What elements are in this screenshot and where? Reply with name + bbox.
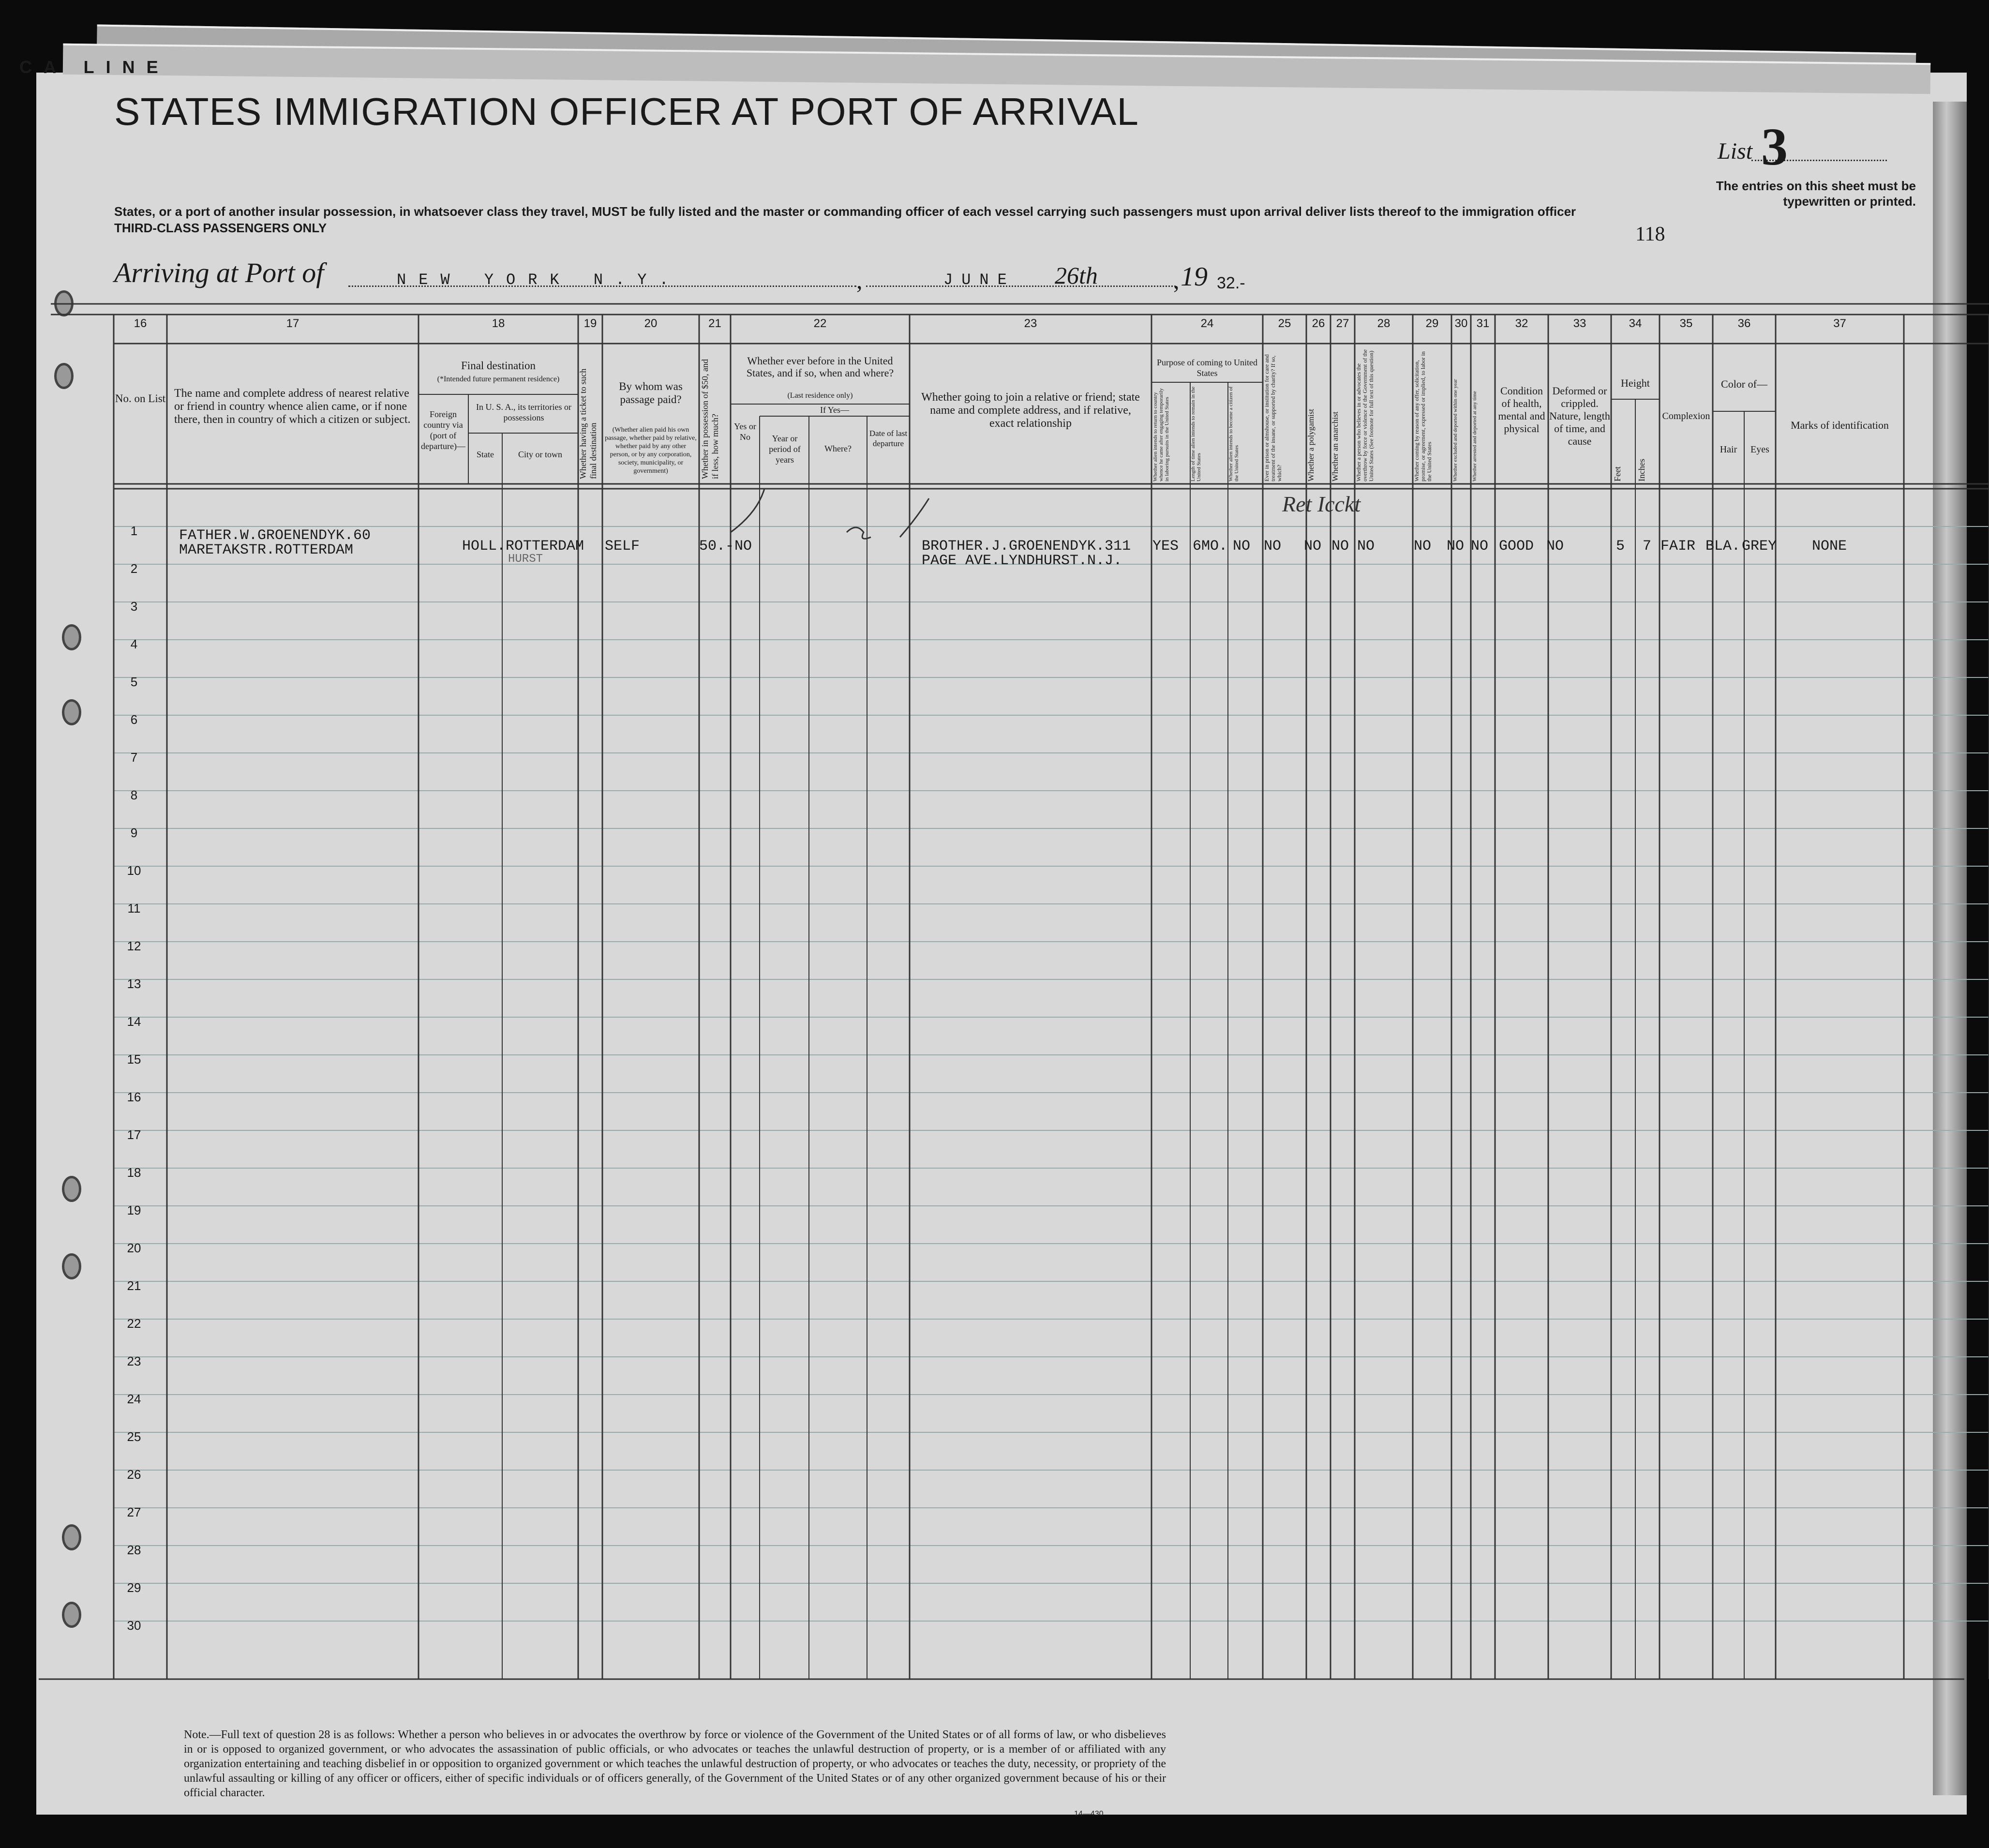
- height-inches: 7: [1643, 538, 1652, 555]
- row-number: 6: [130, 712, 138, 727]
- complexion: FAIR: [1660, 538, 1696, 555]
- relative-address-line1: FATHER.W.GROENENDYK.60: [179, 527, 371, 544]
- column-number: 18: [492, 317, 505, 330]
- pen-scribble: [847, 527, 871, 539]
- column-number: 16: [134, 317, 147, 330]
- row-number: 21: [127, 1278, 141, 1293]
- header-height: Height: [1621, 377, 1650, 389]
- column-number: 30: [1454, 317, 1468, 330]
- column-number: 33: [1573, 317, 1586, 330]
- row-number: 26: [127, 1467, 141, 1482]
- column-number: 26: [1312, 317, 1325, 330]
- column-number: 36: [1737, 317, 1751, 330]
- row-number: 30: [127, 1618, 141, 1633]
- list-label: List: [1718, 138, 1753, 164]
- marks: NONE: [1812, 538, 1847, 555]
- joining-line1: BROTHER.J.GROENENDYK.311: [922, 538, 1131, 555]
- header-years: Year or period of years: [769, 434, 801, 465]
- header-final-destination-note: (*Intended future permanent residence): [437, 375, 560, 383]
- row-number: 15: [127, 1052, 141, 1067]
- row-number: 17: [127, 1127, 141, 1142]
- excluded: NO: [1447, 538, 1465, 555]
- column-number: 37: [1833, 317, 1846, 330]
- row-number: 10: [127, 863, 141, 878]
- header-money: Whether in possession of $50, and if less, how much?: [700, 359, 720, 479]
- row-number: 7: [130, 750, 138, 765]
- header-color-of: Color of—: [1721, 378, 1767, 390]
- header-if-yes: If Yes—: [820, 405, 849, 415]
- row-number: 28: [127, 1543, 141, 1557]
- sheet-number: 118: [1635, 223, 1665, 245]
- month-value: JUNE: [943, 271, 1016, 289]
- header-purpose-return: Whether alien intends to return to country whence he came after engaging temporarily in laboring pursuits in the United States: [1152, 388, 1170, 481]
- page-title: STATES IMMIGRATION OFFICER AT PORT OF ARRIVAL: [114, 90, 1139, 133]
- header-date-departure: Date of last departure: [869, 429, 908, 448]
- column-number: 25: [1278, 317, 1291, 330]
- header-no-on-list: No. on List: [115, 392, 166, 405]
- line-name: CA LINE: [19, 57, 170, 77]
- row-number: 5: [130, 675, 138, 689]
- height-feet: 5: [1616, 538, 1625, 555]
- purpose-length: 6MO.: [1193, 538, 1228, 555]
- before-in-us: NO: [734, 538, 752, 555]
- subtitle-instructions: States, or a port of another insular possession, in whatsoever class they travel, MUST be fully listed and the master or commanding officer of each vessel carrying such passengers must upon arrival deliver lists thereof to the immigration officer: [114, 204, 1576, 219]
- header-anarchist: Whether an anarchist: [1331, 411, 1340, 481]
- arriving-label: Arriving at Port of: [114, 257, 324, 288]
- header-health: Condition of health, mental and physical: [1498, 385, 1545, 435]
- row-number: 2: [130, 561, 138, 576]
- column-number: 20: [644, 317, 658, 330]
- header-eyes: Eyes: [1750, 444, 1769, 455]
- header-ticket: Whether having a ticket to such final destination: [578, 368, 598, 479]
- column-number: 23: [1024, 317, 1037, 330]
- subtitle-class: THIRD-CLASS PASSENGERS ONLY: [114, 221, 327, 235]
- prison: NO: [1264, 538, 1282, 555]
- form-number: 14—430: [1074, 1810, 1104, 1818]
- header-passage-note: (Whether alien paid his own passage, whether paid by relative, whether paid by any other person, or by any corporation, society, municipality, or government): [605, 426, 697, 475]
- header-purpose: Purpose of coming to United States: [1157, 358, 1257, 378]
- eyes: GREY: [1742, 538, 1777, 555]
- column-number: 19: [583, 317, 597, 330]
- row-number: 22: [127, 1316, 141, 1331]
- header-city: City or town: [518, 450, 562, 459]
- row-number: 11: [127, 901, 141, 916]
- row-number: 3: [130, 599, 138, 614]
- row-number: 1: [130, 524, 138, 538]
- row-number: 24: [127, 1392, 141, 1406]
- row-number: 18: [127, 1165, 141, 1180]
- header-polygamist: Whether a polygamist: [1306, 408, 1316, 481]
- column-number: 28: [1377, 317, 1391, 330]
- row-number: 14: [127, 1014, 141, 1029]
- purpose-citizen: NO: [1233, 538, 1251, 555]
- health: GOOD: [1499, 538, 1534, 555]
- destination-state: HOLL.ROTTERDAM: [462, 538, 584, 555]
- header-prison: Ever in prison or almshouse, or institution for care and treatment of the insane, or supported by charity? If so, which?: [1263, 354, 1283, 481]
- row-number: 4: [130, 637, 138, 651]
- column-number: 27: [1336, 317, 1349, 330]
- header-before-note: (Last residence only): [787, 391, 853, 400]
- row-number: 23: [127, 1354, 141, 1368]
- passage-paid: SELF: [605, 538, 640, 555]
- polygamist: NO: [1304, 538, 1322, 555]
- header-purpose-length: Length of time alien intends to remain in the United States: [1190, 386, 1202, 481]
- header-inches: Inches: [1637, 459, 1646, 481]
- anarchist: NO: [1331, 538, 1349, 555]
- purpose-return: YES: [1152, 538, 1179, 555]
- column-number: 32: [1515, 317, 1528, 330]
- column-number: 35: [1679, 317, 1693, 330]
- header-marks: Marks of identification: [1791, 419, 1889, 431]
- relative-address-line2: MARETAKSTR.ROTTERDAM: [179, 542, 354, 558]
- money: 50.-: [699, 538, 734, 555]
- column-number: 21: [708, 317, 721, 330]
- day-value: 26th: [1055, 262, 1098, 289]
- entries-note: The entries on this sheet must be typewritten or printed.: [1716, 179, 1916, 209]
- column-number: 22: [813, 317, 827, 330]
- row-number: 9: [130, 826, 138, 840]
- check-mark: [900, 498, 929, 537]
- row-number: 12: [127, 939, 141, 953]
- header-usa: In U. S. A., its territories or possessions: [476, 402, 571, 422]
- row-number: 16: [127, 1090, 141, 1104]
- column-number: 17: [286, 317, 299, 330]
- header-passage-paid: By whom was passage paid?: [619, 380, 683, 406]
- header-overthrow: Whether a person who believes in or advocates the overthrow by force or violence of the Government of the United States (See footnote for full text of this question): [1355, 349, 1375, 481]
- header-arrested: Whether arrested and deported at any time: [1472, 391, 1478, 481]
- row-number: 29: [127, 1580, 141, 1595]
- labor-offer: NO: [1414, 538, 1432, 555]
- header-joining: Whether going to join a relative or friend; state name and complete address, and if relative, exact relationship: [921, 391, 1140, 430]
- list-number: 3: [1761, 117, 1788, 176]
- hair: BLA.: [1705, 538, 1741, 555]
- header-foreign-country: Foreign country via (port of departure)—: [421, 409, 465, 451]
- deformed: NO: [1546, 538, 1564, 555]
- arrested: NO: [1471, 538, 1489, 555]
- column-number: 31: [1476, 317, 1490, 330]
- year-prefix: 19: [1181, 262, 1208, 292]
- comma: ,: [1173, 267, 1180, 294]
- header-purpose-citizen: Whether alien intends to become a citizen of the United States: [1228, 386, 1240, 481]
- row-number: 25: [127, 1429, 141, 1444]
- footnote: Note.—Full text of question 28 is as follows: Whether a person who believes in or advocates the overthrow by force or violence of the Government of the United States or of all forms of law, or who disbelieves in or is opposed to organized government, or who advocates the assassination of public officials, or who advocates or teaches the unlawful destruction of property, or is a member of or affiliated with any organization entertaining and teaching disbelief in or opposition to organized government or which teaches the unlawful destruction of property, or who advocates or teaches the duty, necessity, or propriety of the unlawful assaulting or killing of any officer or officers, either of specific individuals or of officers generally, of the Government of the United States or of any other organized government because of his or their official character.: [184, 1728, 1166, 1799]
- header-labor-offer: Whether coming by reason of any offer, solicitation, promise, or agreement, expressed or implied, to labor in the United States: [1413, 351, 1433, 481]
- header-feet: Feet: [1613, 466, 1622, 481]
- comma: ,: [856, 267, 863, 294]
- header-where: Where?: [824, 444, 852, 453]
- destination-city-stamp: HURST: [508, 553, 543, 566]
- column-number: 34: [1629, 317, 1642, 330]
- header-deformed: Deformed or crippled. Nature, length of time, and cause: [1549, 385, 1610, 447]
- column-number: 24: [1200, 317, 1214, 330]
- row-number: 27: [127, 1505, 141, 1519]
- header-complexion: Complexion: [1662, 411, 1710, 421]
- header-before-in-us: Whether ever before in the United States, and if so, when and where?: [746, 355, 894, 379]
- header-state: State: [477, 450, 494, 459]
- joining-line2: PAGE AVE.LYNDHURST.N.J.: [922, 553, 1122, 569]
- handwritten-annotation: Ret Icckt: [1282, 492, 1361, 516]
- row-number: 13: [127, 977, 141, 991]
- header-excluded: Whether excluded and deported within one year: [1452, 379, 1458, 481]
- header-yes-no: Yes or No: [734, 421, 756, 442]
- check-mark: [731, 489, 764, 532]
- header-hair: Hair: [1720, 444, 1737, 455]
- year-suffix: 32.-: [1217, 274, 1245, 292]
- row-number: 19: [127, 1203, 141, 1217]
- row-number: 20: [127, 1241, 141, 1255]
- header-relative-address: The name and complete address of nearest relative or friend in country whence alien came, or if none there, then in country of which a citizen or subject.: [174, 387, 411, 426]
- port-value: NEW YORK N.Y.: [397, 271, 681, 289]
- header-final-destination: Final destination: [461, 360, 536, 372]
- overthrow: NO: [1357, 538, 1375, 555]
- row-number: 8: [130, 788, 138, 802]
- column-number: 29: [1425, 317, 1439, 330]
